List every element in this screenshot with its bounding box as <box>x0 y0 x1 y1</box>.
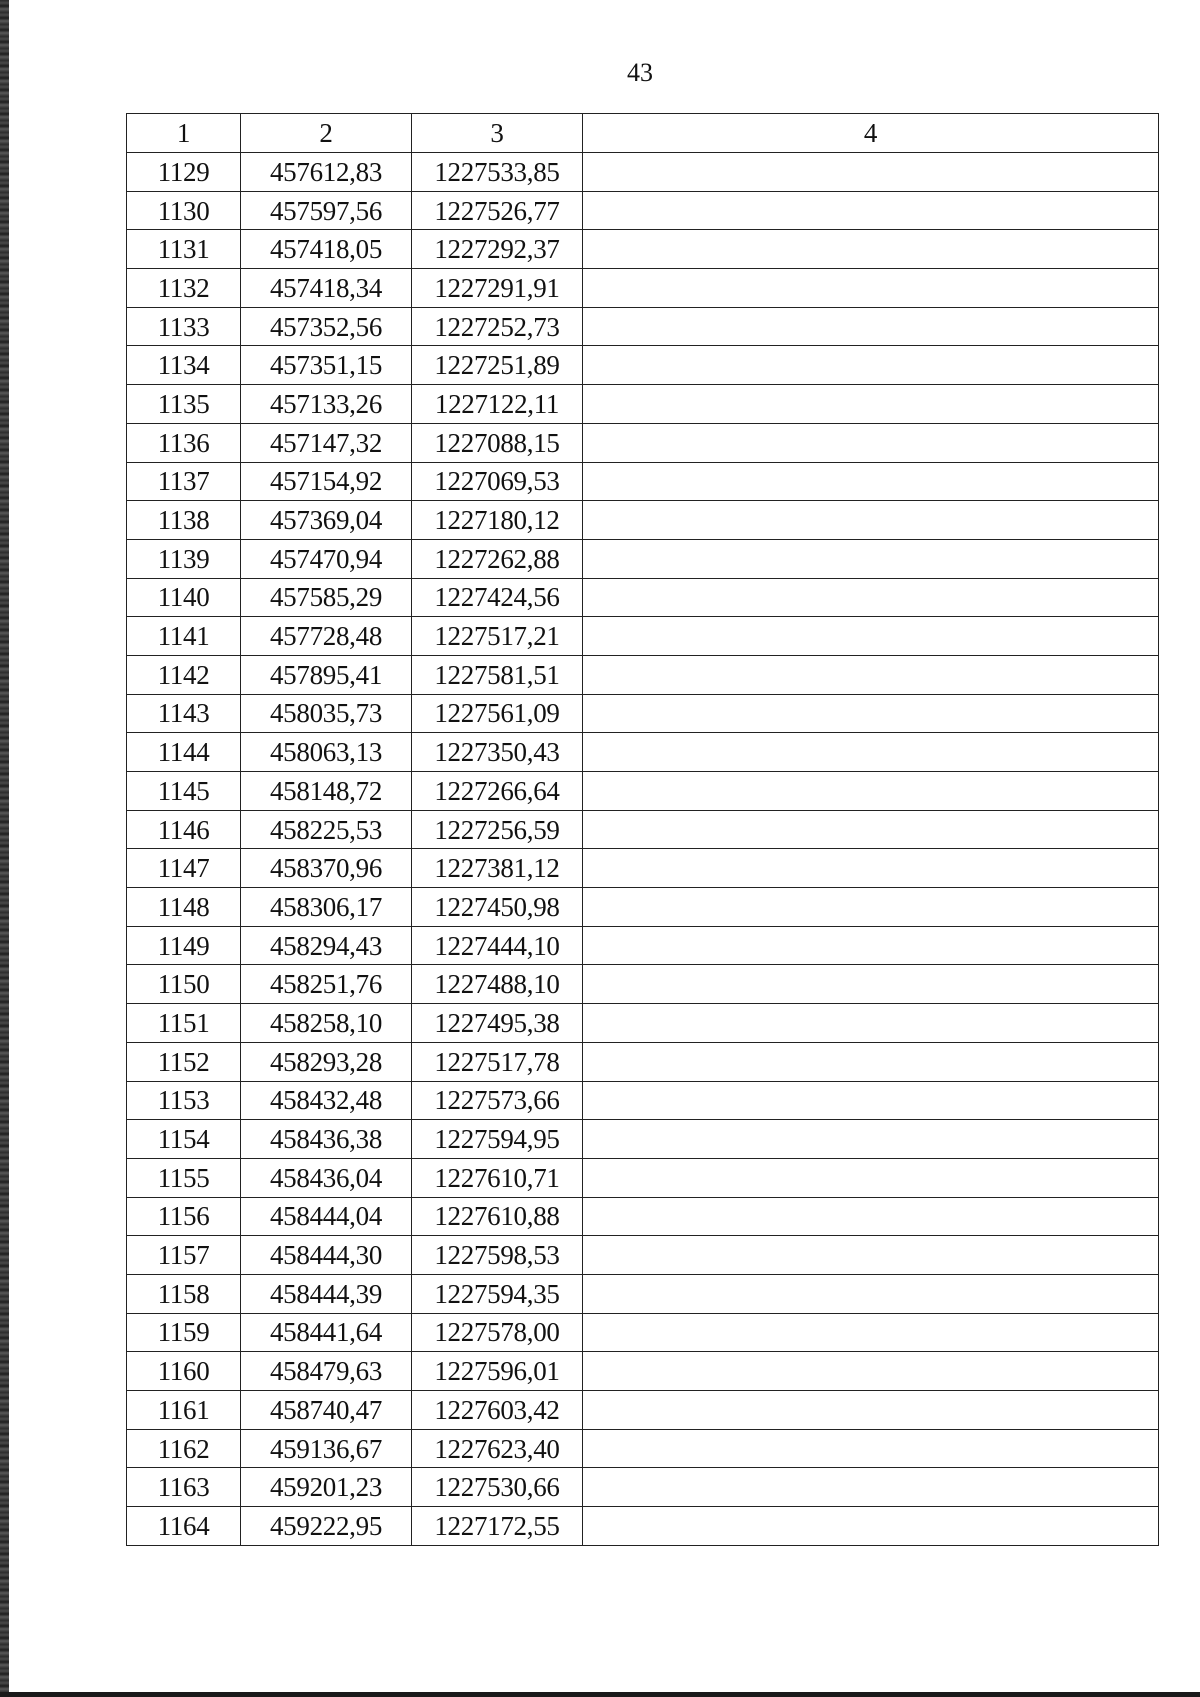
table-row <box>127 1158 1159 1197</box>
x-coordinate-cell: 459222,95 <box>241 1507 412 1546</box>
table-row <box>127 501 1159 540</box>
x-coordinate-cell: 457133,26 <box>241 385 412 424</box>
x-coordinate-cell: 457895,41 <box>241 655 412 694</box>
y-coordinate-cell: 1227533,85 <box>412 153 583 192</box>
point-number-cell: 1156 <box>127 1197 241 1236</box>
y-coordinate-cell: 1227578,00 <box>412 1313 583 1352</box>
table-row <box>127 307 1159 346</box>
table-row <box>127 1081 1159 1120</box>
column-header-1: 1 <box>127 114 241 153</box>
table-row <box>127 1197 1159 1236</box>
note-cell <box>583 1158 1159 1197</box>
point-number-cell: 1134 <box>127 346 241 385</box>
y-coordinate-cell: 1227598,53 <box>412 1236 583 1275</box>
y-coordinate-cell: 1227180,12 <box>412 501 583 540</box>
note-cell <box>583 1468 1159 1507</box>
point-number-cell: 1150 <box>127 965 241 1004</box>
x-coordinate-cell: 458441,64 <box>241 1313 412 1352</box>
x-coordinate-cell: 458444,30 <box>241 1236 412 1275</box>
x-coordinate-cell: 458035,73 <box>241 694 412 733</box>
y-coordinate-cell: 1227610,88 <box>412 1197 583 1236</box>
point-number-cell: 1141 <box>127 617 241 656</box>
column-header-4: 4 <box>583 114 1159 153</box>
note-cell <box>583 888 1159 927</box>
point-number-cell: 1136 <box>127 423 241 462</box>
note-cell <box>583 1236 1159 1275</box>
note-cell <box>583 965 1159 1004</box>
y-coordinate-cell: 1227488,10 <box>412 965 583 1004</box>
table-row <box>127 153 1159 192</box>
point-number-cell: 1149 <box>127 926 241 965</box>
point-number-cell: 1137 <box>127 462 241 501</box>
note-cell <box>583 578 1159 617</box>
y-coordinate-cell: 1227444,10 <box>412 926 583 965</box>
x-coordinate-cell: 457154,92 <box>241 462 412 501</box>
note-cell <box>583 1274 1159 1313</box>
note-cell <box>583 849 1159 888</box>
y-coordinate-cell: 1227596,01 <box>412 1352 583 1391</box>
x-coordinate-cell: 458444,04 <box>241 1197 412 1236</box>
point-number-cell: 1133 <box>127 307 241 346</box>
point-number-cell: 1160 <box>127 1352 241 1391</box>
y-coordinate-cell: 1227251,89 <box>412 346 583 385</box>
note-cell <box>583 926 1159 965</box>
y-coordinate-cell: 1227262,88 <box>412 539 583 578</box>
y-coordinate-cell: 1227350,43 <box>412 733 583 772</box>
table-row <box>127 385 1159 424</box>
coordinates-table <box>126 113 1159 1546</box>
x-coordinate-cell: 457470,94 <box>241 539 412 578</box>
table-row <box>127 1004 1159 1043</box>
point-number-cell: 1154 <box>127 1120 241 1159</box>
point-number-cell: 1132 <box>127 269 241 308</box>
y-coordinate-cell: 1227594,95 <box>412 1120 583 1159</box>
table-row <box>127 1429 1159 1468</box>
x-coordinate-cell: 457147,32 <box>241 423 412 462</box>
x-coordinate-cell: 458293,28 <box>241 1042 412 1081</box>
table-row <box>127 772 1159 811</box>
note-cell <box>583 346 1159 385</box>
note-cell <box>583 1120 1159 1159</box>
note-cell <box>583 1391 1159 1430</box>
y-coordinate-cell: 1227581,51 <box>412 655 583 694</box>
note-cell <box>583 539 1159 578</box>
x-coordinate-cell: 457351,15 <box>241 346 412 385</box>
x-coordinate-cell: 457597,56 <box>241 191 412 230</box>
point-number-cell: 1164 <box>127 1507 241 1546</box>
point-number-cell: 1138 <box>127 501 241 540</box>
y-coordinate-cell: 1227252,73 <box>412 307 583 346</box>
note-cell <box>583 733 1159 772</box>
y-coordinate-cell: 1227530,66 <box>412 1468 583 1507</box>
note-cell <box>583 307 1159 346</box>
x-coordinate-cell: 458225,53 <box>241 810 412 849</box>
x-coordinate-cell: 457352,56 <box>241 307 412 346</box>
x-coordinate-cell: 458479,63 <box>241 1352 412 1391</box>
y-coordinate-cell: 1227292,37 <box>412 230 583 269</box>
table-row <box>127 926 1159 965</box>
x-coordinate-cell: 457585,29 <box>241 578 412 617</box>
note-cell <box>583 655 1159 694</box>
x-coordinate-cell: 458148,72 <box>241 772 412 811</box>
point-number-cell: 1162 <box>127 1429 241 1468</box>
table-row <box>127 733 1159 772</box>
x-coordinate-cell: 458306,17 <box>241 888 412 927</box>
y-coordinate-cell: 1227450,98 <box>412 888 583 927</box>
note-cell <box>583 462 1159 501</box>
note-cell <box>583 1081 1159 1120</box>
scan-bottom-edge <box>0 1692 1200 1697</box>
table-row <box>127 965 1159 1004</box>
x-coordinate-cell: 458251,76 <box>241 965 412 1004</box>
table-row <box>127 849 1159 888</box>
column-header-3: 3 <box>412 114 583 153</box>
point-number-cell: 1159 <box>127 1313 241 1352</box>
note-cell <box>583 1004 1159 1043</box>
table-row <box>127 423 1159 462</box>
table-row <box>127 1468 1159 1507</box>
x-coordinate-cell: 458294,43 <box>241 926 412 965</box>
y-coordinate-cell: 1227291,91 <box>412 269 583 308</box>
note-cell <box>583 810 1159 849</box>
y-coordinate-cell: 1227517,21 <box>412 617 583 656</box>
table-row <box>127 1236 1159 1275</box>
point-number-cell: 1143 <box>127 694 241 733</box>
y-coordinate-cell: 1227495,38 <box>412 1004 583 1043</box>
point-number-cell: 1139 <box>127 539 241 578</box>
y-coordinate-cell: 1227069,53 <box>412 462 583 501</box>
x-coordinate-cell: 458258,10 <box>241 1004 412 1043</box>
table-header-row <box>127 114 1159 153</box>
point-number-cell: 1157 <box>127 1236 241 1275</box>
point-number-cell: 1142 <box>127 655 241 694</box>
table-row <box>127 694 1159 733</box>
y-coordinate-cell: 1227517,78 <box>412 1042 583 1081</box>
table-row <box>127 1352 1159 1391</box>
table-row <box>127 1313 1159 1352</box>
note-cell <box>583 617 1159 656</box>
table-row <box>127 1274 1159 1313</box>
table-row <box>127 578 1159 617</box>
table-row <box>127 1120 1159 1159</box>
x-coordinate-cell: 457612,83 <box>241 153 412 192</box>
table-row <box>127 346 1159 385</box>
x-coordinate-cell: 457418,34 <box>241 269 412 308</box>
point-number-cell: 1152 <box>127 1042 241 1081</box>
table-row <box>127 269 1159 308</box>
y-coordinate-cell: 1227381,12 <box>412 849 583 888</box>
y-coordinate-cell: 1227573,66 <box>412 1081 583 1120</box>
note-cell <box>583 1042 1159 1081</box>
y-coordinate-cell: 1227526,77 <box>412 191 583 230</box>
x-coordinate-cell: 457728,48 <box>241 617 412 656</box>
point-number-cell: 1135 <box>127 385 241 424</box>
note-cell <box>583 501 1159 540</box>
x-coordinate-cell: 458063,13 <box>241 733 412 772</box>
table-row <box>127 462 1159 501</box>
x-coordinate-cell: 457369,04 <box>241 501 412 540</box>
x-coordinate-cell: 458436,38 <box>241 1120 412 1159</box>
note-cell <box>583 772 1159 811</box>
table-row <box>127 539 1159 578</box>
y-coordinate-cell: 1227561,09 <box>412 694 583 733</box>
table-row <box>127 888 1159 927</box>
table-row <box>127 617 1159 656</box>
point-number-cell: 1153 <box>127 1081 241 1120</box>
y-coordinate-cell: 1227594,35 <box>412 1274 583 1313</box>
point-number-cell: 1130 <box>127 191 241 230</box>
x-coordinate-cell: 459136,67 <box>241 1429 412 1468</box>
x-coordinate-cell: 457418,05 <box>241 230 412 269</box>
point-number-cell: 1129 <box>127 153 241 192</box>
scan-edge <box>0 0 9 1697</box>
y-coordinate-cell: 1227256,59 <box>412 810 583 849</box>
y-coordinate-cell: 1227603,42 <box>412 1391 583 1430</box>
y-coordinate-cell: 1227088,15 <box>412 423 583 462</box>
x-coordinate-cell: 458444,39 <box>241 1274 412 1313</box>
point-number-cell: 1148 <box>127 888 241 927</box>
table-row <box>127 1507 1159 1546</box>
table-row <box>127 230 1159 269</box>
point-number-cell: 1155 <box>127 1158 241 1197</box>
point-number-cell: 1145 <box>127 772 241 811</box>
y-coordinate-cell: 1227172,55 <box>412 1507 583 1546</box>
x-coordinate-cell: 458370,96 <box>241 849 412 888</box>
table-row <box>127 1042 1159 1081</box>
table-row <box>127 810 1159 849</box>
y-coordinate-cell: 1227122,11 <box>412 385 583 424</box>
note-cell <box>583 1507 1159 1546</box>
note-cell <box>583 694 1159 733</box>
note-cell <box>583 1197 1159 1236</box>
x-coordinate-cell: 458436,04 <box>241 1158 412 1197</box>
column-header-2: 2 <box>241 114 412 153</box>
note-cell <box>583 269 1159 308</box>
point-number-cell: 1140 <box>127 578 241 617</box>
page-number: 43 <box>627 58 653 87</box>
x-coordinate-cell: 458432,48 <box>241 1081 412 1120</box>
point-number-cell: 1161 <box>127 1391 241 1430</box>
x-coordinate-cell: 459201,23 <box>241 1468 412 1507</box>
y-coordinate-cell: 1227266,64 <box>412 772 583 811</box>
note-cell <box>583 423 1159 462</box>
note-cell <box>583 385 1159 424</box>
point-number-cell: 1158 <box>127 1274 241 1313</box>
y-coordinate-cell: 1227424,56 <box>412 578 583 617</box>
point-number-cell: 1146 <box>127 810 241 849</box>
y-coordinate-cell: 1227610,71 <box>412 1158 583 1197</box>
note-cell <box>583 153 1159 192</box>
note-cell <box>583 1429 1159 1468</box>
x-coordinate-cell: 458740,47 <box>241 1391 412 1430</box>
table-row <box>127 191 1159 230</box>
note-cell <box>583 1313 1159 1352</box>
point-number-cell: 1163 <box>127 1468 241 1507</box>
note-cell <box>583 1352 1159 1391</box>
table-body <box>127 114 1159 1546</box>
note-cell <box>583 191 1159 230</box>
point-number-cell: 1151 <box>127 1004 241 1043</box>
y-coordinate-cell: 1227623,40 <box>412 1429 583 1468</box>
table-row <box>127 655 1159 694</box>
point-number-cell: 1144 <box>127 733 241 772</box>
table-row <box>127 1391 1159 1430</box>
point-number-cell: 1131 <box>127 230 241 269</box>
note-cell <box>583 230 1159 269</box>
point-number-cell: 1147 <box>127 849 241 888</box>
